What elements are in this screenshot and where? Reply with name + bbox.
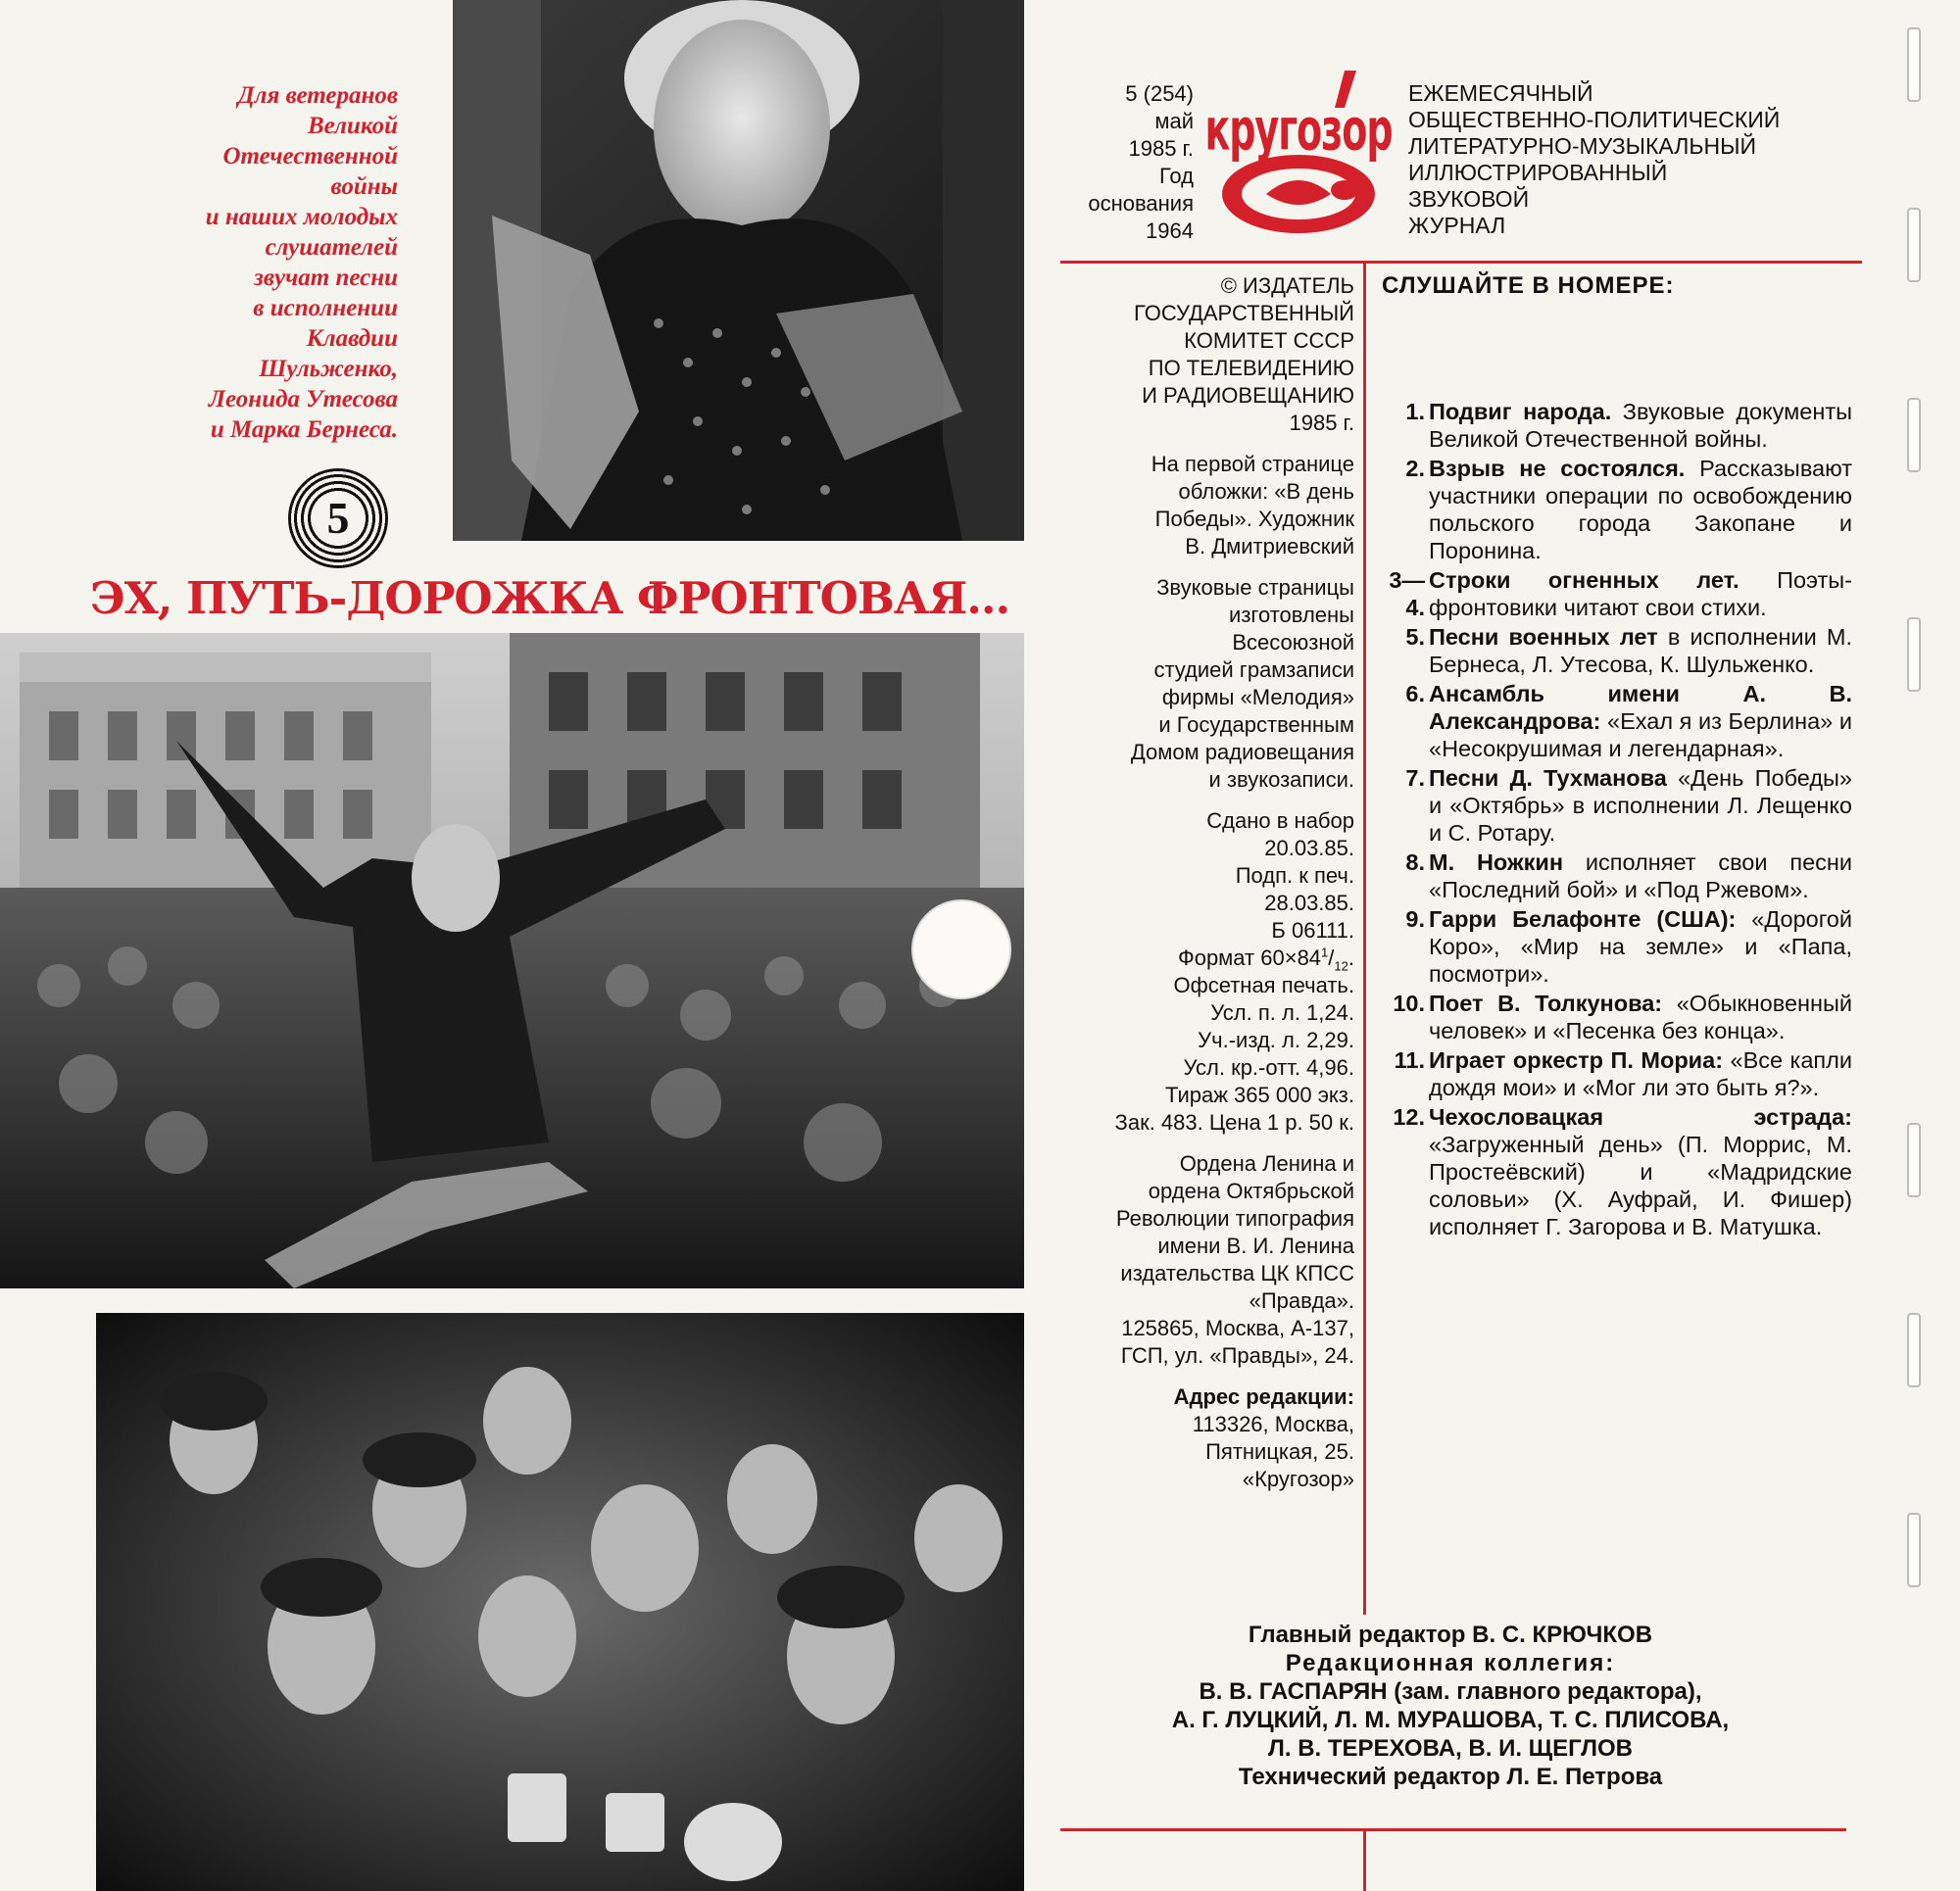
intro-line: Клавдии [306,325,398,352]
chief-editor: Главный редактор В. С. КРЮЧКОВ [1248,1622,1653,1648]
journal-description-line: ОБЩЕСТВЕННО-ПОЛИТИЧЕСКИЙ [1408,107,1781,132]
issue-disc-number: 5 [326,493,350,543]
intro-line: войны [330,173,398,200]
contents-item-title: Чехословацкая эстрада: [1429,1104,1852,1130]
contents-item-number: 2. [1405,456,1425,481]
sound-pages-line: и звукозаписи. [1208,767,1354,792]
logo-text: кругозор [1204,96,1393,164]
sound-pages-line: изготовлены [1229,603,1354,627]
printer-line: имени В. И. Ленина [1157,1234,1354,1258]
printer-line: 125865, Москва, А-137, [1121,1316,1354,1340]
intro-line: слушателей [265,234,398,261]
printer-line: издательства ЦК КПСС [1120,1261,1354,1285]
cover-credit-line: обложки: «В день [1178,479,1354,504]
print-info-line: Тираж 365 000 экз. [1165,1083,1354,1107]
headline: ЭХ, ПУТЬ-ДОРОЖКА ФРОНТОВАЯ... [90,572,1010,624]
publisher-line: КОМИТЕТ СССР [1184,328,1354,353]
format-line: Формат $60\times 84^1/_{12}$. [1177,945,1354,974]
publisher-line: ПО ТЕЛЕВИДЕНИЮ [1148,356,1354,380]
issue-info-line: 5 (254) [1125,81,1194,106]
contents-item-title: Играет оркестр П. Мориа: [1429,1047,1724,1073]
contents-item [1372,398,1852,453]
contents-item-title: Подвиг народа. [1429,399,1612,424]
intro-line: в исполнении [253,295,398,321]
contents-item-text: «День Победы» и «Октябрь» в исполнении Л. Лещенко и С. Ротару. [1429,765,1852,846]
binder-hole [1907,1313,1921,1387]
board-members-1: В. В. ГАСПАРЯН (зам. главного редактора), [1199,1678,1702,1705]
binder-hole [1907,1513,1921,1587]
intro-line: и наших молодых [205,204,398,230]
contents-item-text: «Все капли дождя мои» и «Мог ли это быть я?». [1429,1047,1852,1100]
issue-info-line: 1985 г. [1128,136,1194,161]
binder-hole [1907,398,1921,472]
cover-credit-line: На первой странице [1151,452,1354,476]
sound-pages-line: студией грамзаписи [1153,657,1354,682]
print-info-line: Усл. кр.-отт. 4,96. [1183,1055,1354,1080]
journal-description-line: ЕЖЕМЕСЯЧНЫЙ [1408,80,1593,106]
intro-line: Леонида Утесова [208,386,398,412]
issue-info-line: май [1154,109,1194,133]
contents-item-title: Песни военных лет [1429,624,1658,650]
contents-item-text: «Ехал я из Берлина» и «Несокрушимая и легендарная». [1429,708,1852,761]
intro-line: Отечественной [222,143,398,170]
contents-item-number: 7. [1405,765,1425,791]
print-info-line: Б 06111. [1271,918,1354,943]
sound-pages-line: фирмы «Мелодия» [1161,685,1354,709]
publisher-line: © ИЗДАТЕЛЬ [1220,273,1354,298]
contents-item-text: Рассказывают участники операции по освобождению польского города Закопане и Поронина. [1429,456,1852,563]
cover-credit-block [1039,451,1354,560]
issue-info [1039,80,1194,245]
publisher-line: 1985 г. [1289,411,1354,435]
contents-item-number: 8. [1405,849,1425,875]
sound-pages-block [1039,574,1354,794]
address-block [1039,1383,1354,1493]
contents-item-text: исполняет свои песни «Последний бой» и «Под Ржевом». [1429,849,1852,902]
divider-top [1060,261,1862,264]
divider-vertical [1363,261,1366,1615]
sound-pages-line: Звуковые страницы [1156,575,1354,600]
contents-item [1372,849,1852,903]
contents-item-number: 12. [1393,1104,1425,1130]
sound-pages-line: Домом радиовещания [1130,740,1354,764]
print-info-line: Подп. к печ. [1235,863,1354,888]
contents-item [1372,990,1852,1044]
contents-item-text: Звуковые документы Великой Отечественной войны. [1429,399,1852,452]
printer-line: ордена Октябрьской [1148,1179,1354,1203]
contents-item-text: «Загруженный день» (П. Моррис, М. Простеёвский) и «Мадридские соловьи» (Х. Ауфрай, И. Фишер) исполняет Г. Загорова и В. Матушка. [1429,1132,1852,1239]
address-line: Пятницкая, 25. [1205,1439,1354,1464]
intro-line: звучат песни [254,265,398,291]
print-info-line: 20.03.85. [1264,836,1354,860]
contents-item [1372,566,1852,621]
journal-description-line: ЖУРНАЛ [1408,213,1506,238]
publisher-line: И РАДИОВЕЩАНИЮ [1142,383,1354,408]
cover-credit-line: В. Дмитриевский [1185,534,1354,558]
imprint-column [1039,272,1354,1507]
contents-title: СЛУШАЙТЕ В НОМЕРЕ: [1382,272,1675,299]
contents-item-number: 3—4. [1389,567,1425,620]
photo-soldiers [96,1313,1024,1891]
print-info-line: Сдано в набор [1206,808,1354,833]
contents-item [1372,455,1852,564]
contents-item-title: Взрыв не состоялся. [1429,456,1686,481]
contents-item-text: «Обыкновенный человек» и «Песенка без конца». [1429,991,1852,1043]
printer-line: «Правда». [1249,1288,1354,1313]
address-line: «Кругозор» [1242,1467,1354,1491]
issue-info-line: Год [1158,164,1194,188]
contents-item-number: 10. [1393,991,1425,1016]
print-info-line: Усл. п. л. 1,24. [1210,1000,1354,1025]
photo-singer [453,0,1024,541]
print-info-line: 28.03.85. [1264,891,1354,915]
contents-item-title: Ансамбль имени А. В. Александрова: [1429,681,1852,734]
editorial-board [1039,1621,1862,1791]
contents-item [1372,1103,1852,1240]
sound-pages-line: Всесоюзной [1232,630,1354,655]
contents-item-title: Песни Д. Тухманова [1429,765,1667,791]
intro-line: Для ветеранов [237,82,398,109]
contents-item-text: «Дорогой Коро», «Мир на земле» и «Папа, посмотри». [1429,906,1852,987]
publisher-block [1039,272,1354,437]
contents-item-number: 9. [1405,906,1425,932]
journal-description-line: ЗВУКОВОЙ [1408,186,1530,212]
printer-line: Ордена Ленина и [1179,1151,1354,1176]
print-info-line: Зак. 483. Цена 1 р. 50 к. [1114,1110,1354,1135]
sound-pages-line: и Государственным [1158,712,1354,737]
divider-bottom [1060,1828,1846,1831]
journal-description-line: ИЛЛЮСТРИРОВАННЫЙ [1408,160,1668,185]
binder-hole [1907,1123,1921,1197]
journal-description-line: ЛИТЕРАТУРНО-МУЗЫКАЛЬНЫЙ [1408,133,1756,159]
intro-line: Шульженко, [259,356,398,382]
cover-credit-line: Победы». Художник [1154,507,1354,531]
issue-info-line: основания [1088,191,1194,216]
technical-editor: Технический редактор Л. Е. Петрова [1238,1764,1663,1790]
board-members-3: Л. В. ТЕРЕХОВА, В. И. ЩЕГЛОВ [1268,1735,1633,1762]
binder-hole [1907,27,1921,102]
printer-line: ГСП, ул. «Правды», 24. [1120,1343,1354,1368]
intro-text [88,80,398,445]
contents-item-number: 6. [1405,681,1425,706]
board-title: Редакционная коллегия: [1285,1650,1616,1676]
contents-item-title: Поет В. Толкунова: [1429,991,1663,1016]
contents-item-text: Поэты-фронтовики читают свои стихи. [1429,567,1852,620]
contents-item [1372,623,1852,678]
contents-item-title: Гарри Белафонте (США): [1429,906,1737,932]
contents-item [1372,764,1852,847]
contents-item-number: 11. [1394,1047,1425,1073]
divider-vertical-bottom [1363,1828,1366,1891]
binder-hole [1907,617,1921,692]
contents-item-title: М. Ножкин [1429,849,1564,875]
contents-item [1372,680,1852,762]
contents-item-number: 1. [1405,399,1425,424]
print-info-line: Уч.-изд. л. 2,29. [1198,1028,1354,1052]
intro-line: Великой [307,113,398,139]
address-line: 113326, Москва, [1192,1412,1354,1436]
contents-item-text: в исполнении М. Бернеса, Л. Утесова, К. Шульженко. [1429,624,1852,677]
board-members-2: А. Г. ЛУЦКИЙ, Л. М. МУРАШОВА, Т. С. ПЛИСОВА, [1171,1707,1730,1733]
intro-line: и Марка Бернеса. [210,416,398,443]
address-label: Адрес редакции: [1173,1384,1354,1409]
printer-block [1039,1150,1354,1370]
binder-hole [1907,208,1921,282]
contents-item [1372,1046,1852,1101]
publisher-line: ГОСУДАРСТВЕННЫЙ [1134,301,1354,325]
record-hole [911,899,1011,999]
photo-crowd [0,633,1024,1288]
issue-info-line: 1964 [1146,218,1194,243]
journal-description [1408,80,1859,239]
contents-item-number: 5. [1405,624,1425,650]
printer-line: Революции типография [1115,1206,1354,1231]
print-info-line: Офсетная печать. [1173,973,1354,997]
contents-item-title: Строки огненных лет. [1429,567,1740,593]
print-info-block [1039,807,1354,1137]
contents-item [1372,905,1852,988]
contents-list [1372,398,1852,1242]
